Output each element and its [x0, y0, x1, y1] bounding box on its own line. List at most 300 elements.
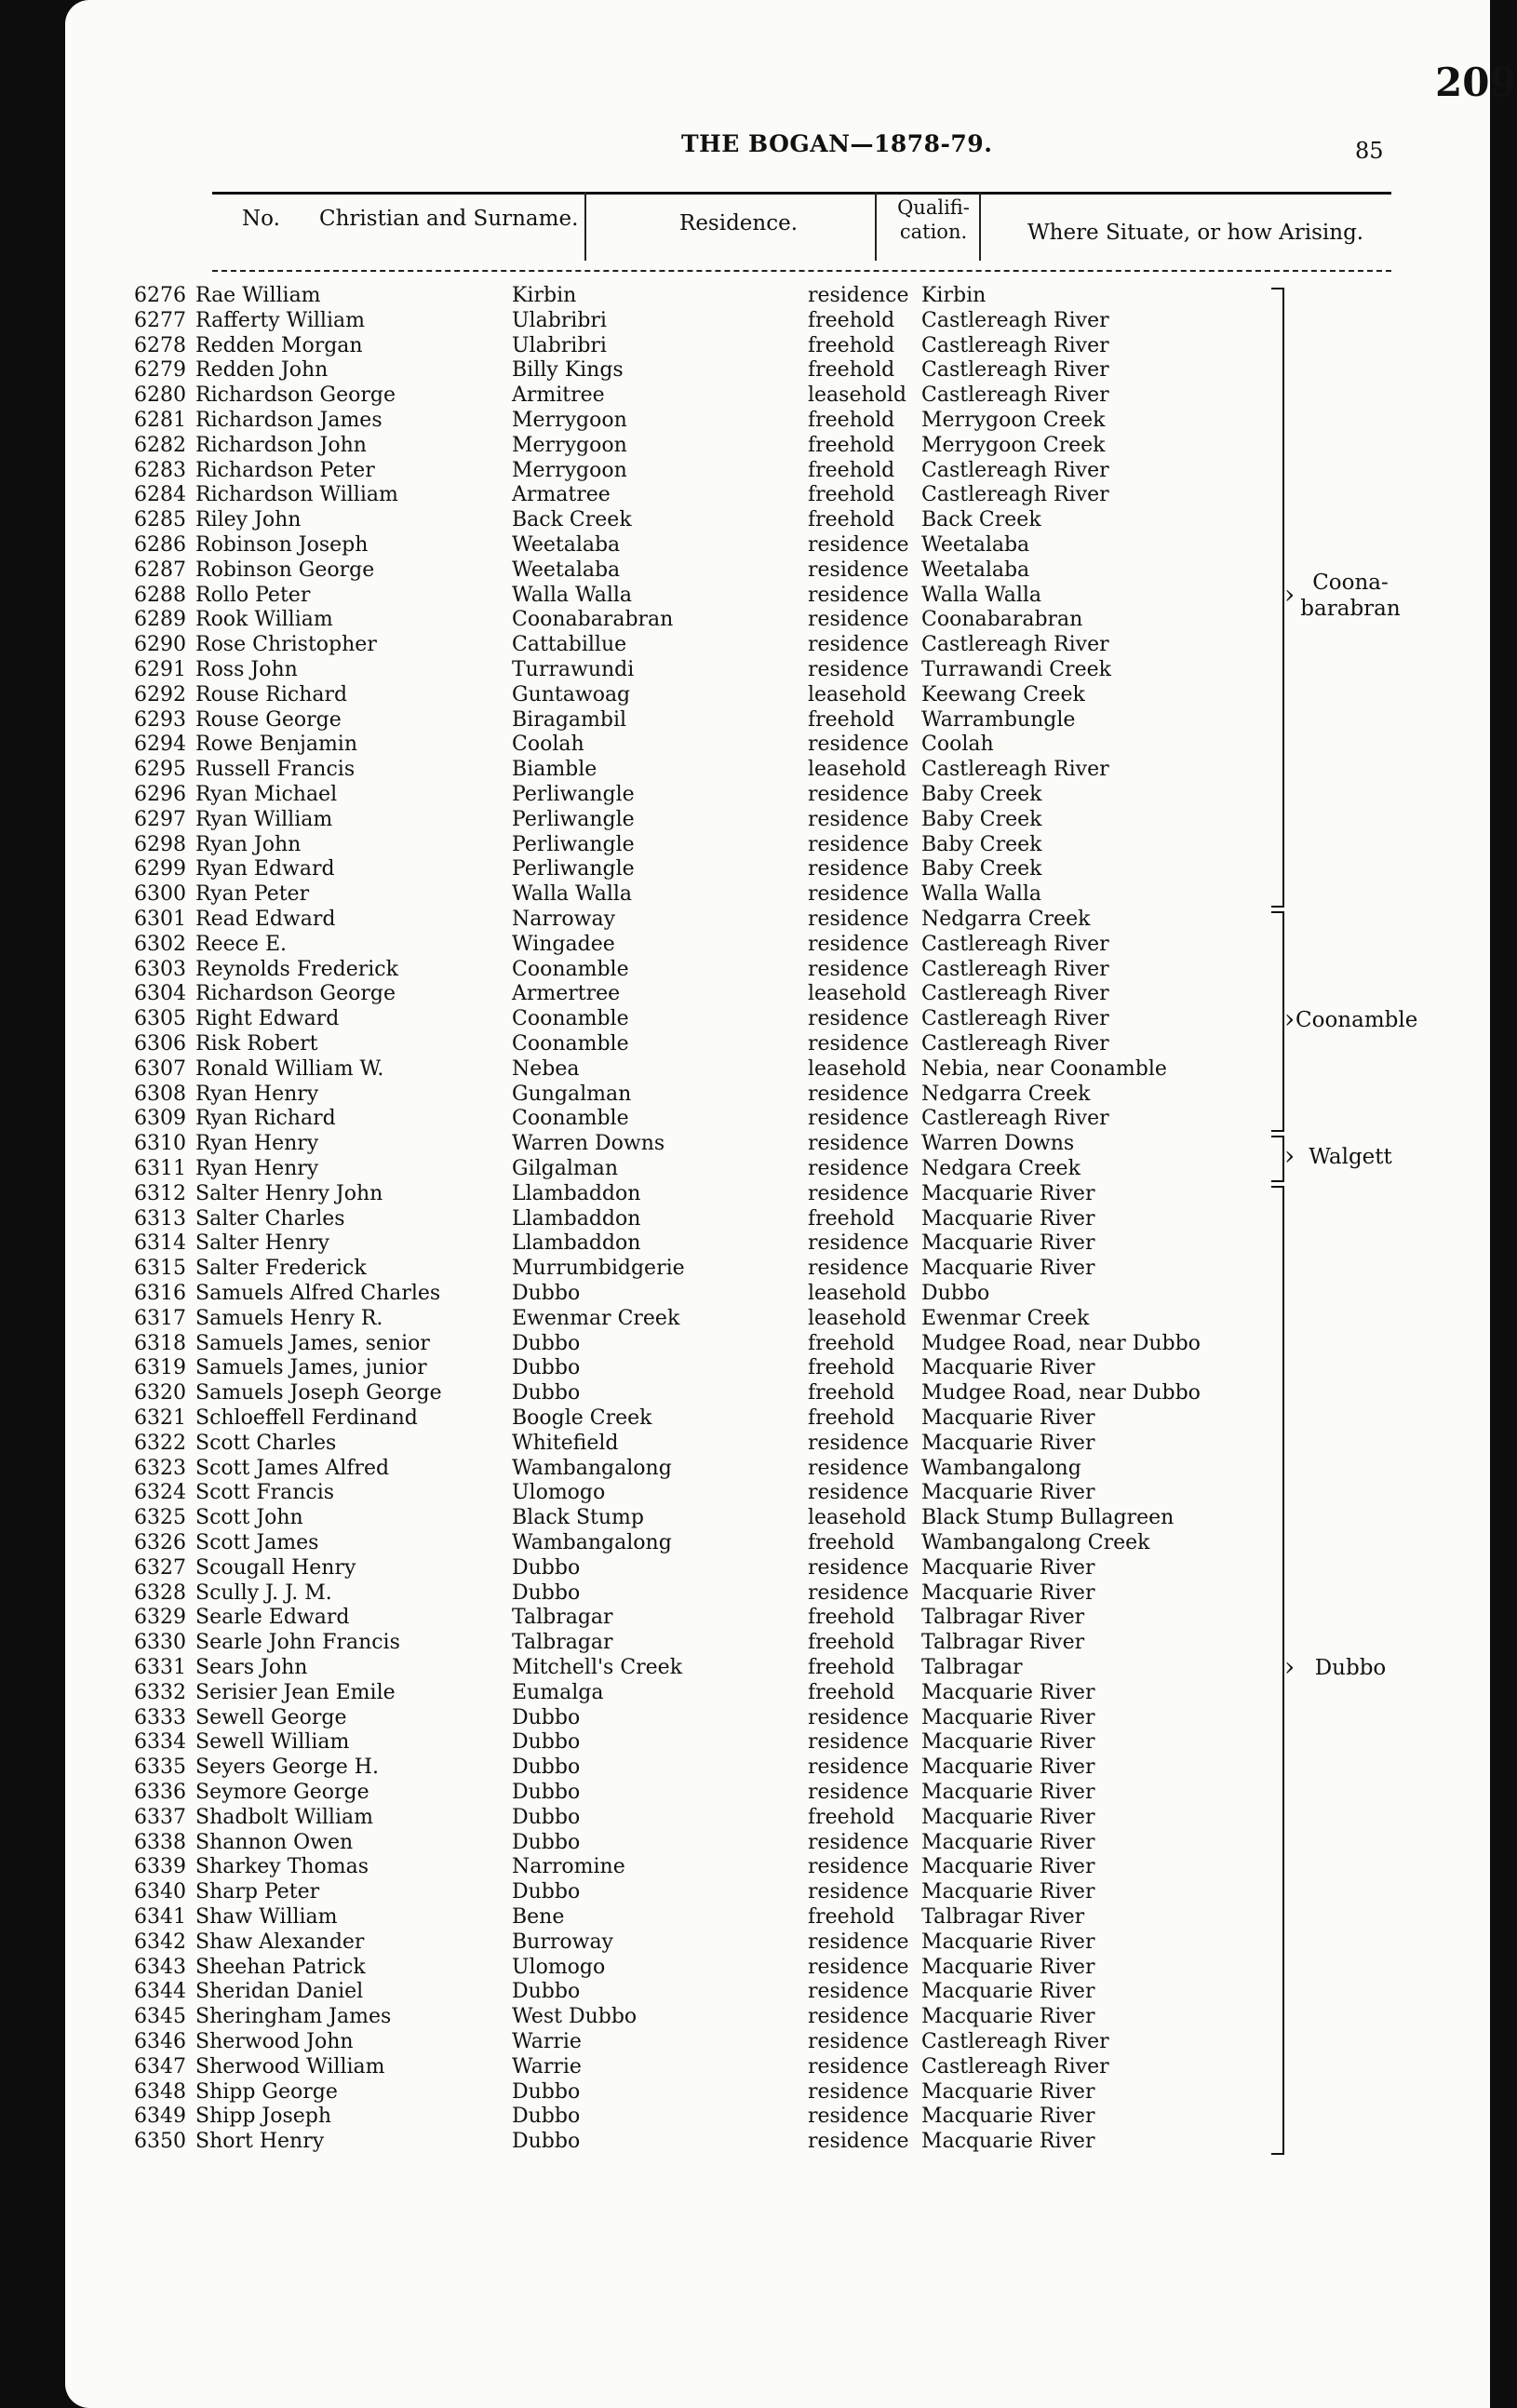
row-qualification: residence [808, 1181, 909, 1205]
row-where: Weetalaba [921, 533, 1030, 557]
row-where: Macquarie River [921, 1680, 1095, 1704]
row-name: Richardson George [195, 383, 396, 408]
row-where: Castlereagh River [921, 1032, 1109, 1056]
header-where: Where Situate, or how Arising. [1027, 221, 1364, 245]
row-name: Sears John [195, 1656, 308, 1679]
row-where: Baby Creek [921, 807, 1042, 831]
row-name: Samuels James, senior [195, 1331, 430, 1355]
row-residence: Whitefield [512, 1431, 619, 1455]
row-qualification: residence [808, 1555, 909, 1580]
header-no: No. [242, 207, 280, 231]
row-residence: Ulomogo [512, 1481, 606, 1505]
row-where: Walla Walla [921, 882, 1042, 907]
row-number: 6349 [134, 2105, 186, 2129]
row-qualification: residence [808, 633, 909, 657]
row-where: Nedgara Creek [921, 1157, 1081, 1180]
row-number: 6306 [134, 1032, 186, 1056]
row-where: Macquarie River [921, 1880, 1095, 1904]
row-qualification: leasehold [808, 1506, 907, 1530]
row-where: Nedgarra Creek [921, 908, 1091, 931]
row-number: 6322 [134, 1431, 186, 1455]
header-residence: Residence. [679, 211, 799, 235]
row-where: Macquarie River [921, 1855, 1095, 1879]
row-name: Shaw William [195, 1905, 338, 1929]
row-residence: Ulomogo [512, 1955, 606, 1979]
row-number: 6337 [134, 1805, 186, 1829]
row-number: 6280 [134, 383, 186, 408]
row-where: Castlereagh River [921, 957, 1109, 981]
row-where: Back Creek [921, 508, 1041, 532]
row-where: Talbragar River [921, 1606, 1085, 1630]
row-qualification: freehold [808, 1905, 895, 1929]
row-qualification: residence [808, 1830, 909, 1854]
row-residence: Dubbo [512, 1705, 581, 1729]
row-residence: Dubbo [512, 2079, 581, 2104]
row-name: Shannon Owen [195, 1830, 354, 1854]
row-qualification: residence [808, 1980, 909, 2004]
row-number: 6314 [134, 1231, 186, 1256]
row-qualification: freehold [808, 1206, 895, 1231]
row-where: Macquarie River [921, 1257, 1095, 1281]
row-name: Right Edward [195, 1007, 340, 1031]
brace-tip-icon: › [1284, 1002, 1295, 1034]
row-number: 6284 [134, 483, 186, 507]
row-qualification: residence [808, 957, 909, 981]
row-qualification: residence [808, 1880, 909, 1904]
row-where: Mudgee Road, near Dubbo [921, 1381, 1201, 1406]
row-where: Castlereagh River [921, 2030, 1109, 2053]
row-residence: Back Creek [512, 508, 632, 532]
row-qualification: leasehold [808, 1056, 907, 1081]
row-number: 6327 [134, 1555, 186, 1580]
row-name: Rowe Benjamin [195, 733, 358, 757]
row-qualification: leasehold [808, 982, 907, 1006]
row-qualification: residence [808, 932, 909, 956]
row-number: 6336 [134, 1781, 186, 1804]
row-qualification: residence [808, 1456, 909, 1480]
row-residence: Wingadee [512, 932, 615, 956]
row-residence: Warrie [512, 2054, 582, 2078]
header-divider [584, 192, 586, 261]
row-name: Schloeffell Ferdinand [195, 1406, 418, 1430]
row-qualification: freehold [808, 458, 895, 482]
row-number: 6316 [134, 1282, 186, 1305]
row-number: 6298 [134, 832, 186, 856]
row-name: Scott Francis [195, 1481, 335, 1505]
row-residence: Coonamble [512, 1107, 629, 1131]
row-where: Black Stump Bullagreen [921, 1506, 1175, 1530]
row-where: Baby Creek [921, 857, 1042, 881]
row-residence: Coonamble [512, 1007, 629, 1031]
row-number: 6288 [134, 583, 186, 607]
brace-tip-icon: › [1284, 579, 1295, 610]
row-where: Macquarie River [921, 1431, 1095, 1455]
row-name: Scott James Alfred [195, 1456, 390, 1480]
row-number: 6333 [134, 1705, 186, 1729]
row-residence: Warrie [512, 2030, 582, 2053]
row-name: Sheehan Patrick [195, 1955, 366, 1979]
row-residence: Ulabribri [512, 333, 607, 357]
row-number: 6343 [134, 1955, 186, 1979]
row-residence: Dubbo [512, 1282, 581, 1305]
row-name: Ronald William W. [195, 1056, 384, 1081]
row-residence: Narromine [512, 1855, 625, 1879]
row-name: Ryan Henry [195, 1132, 319, 1156]
row-where: Merrygoon Creek [921, 433, 1106, 457]
row-number: 6332 [134, 1680, 186, 1704]
row-number: 6323 [134, 1456, 186, 1480]
row-qualification: residence [808, 2054, 909, 2078]
row-qualification: residence [808, 882, 909, 907]
row-where: Merrygoon Creek [921, 409, 1106, 432]
row-residence: Talbragar [512, 1606, 613, 1630]
row-number: 6299 [134, 857, 186, 881]
row-name: Salter Henry John [195, 1181, 383, 1205]
row-where: Talbragar River [921, 1905, 1085, 1929]
running-title: THE BOGAN—1878-79. [681, 130, 993, 157]
row-where: Baby Creek [921, 832, 1042, 856]
row-name: Scott James [195, 1531, 319, 1554]
row-name: Sharkey Thomas [195, 1855, 369, 1879]
row-qualification: freehold [808, 1356, 895, 1380]
row-residence: Merrygoon [512, 433, 627, 457]
row-name: Salter Charles [195, 1206, 345, 1231]
row-qualification: residence [808, 2130, 909, 2154]
row-residence: Perliwangle [512, 807, 635, 831]
row-qualification: residence [808, 558, 909, 582]
row-residence: Dubbo [512, 1381, 581, 1406]
row-residence: Weetalaba [512, 558, 621, 582]
row-residence: Gilgalman [512, 1157, 619, 1180]
row-qualification: freehold [808, 1631, 895, 1655]
row-number: 6330 [134, 1631, 186, 1655]
row-name: Richardson George [195, 982, 396, 1006]
row-residence: Armatree [512, 483, 611, 507]
row-where: Ewenmar Creek [921, 1306, 1090, 1330]
row-residence: Perliwangle [512, 783, 635, 806]
header-top-rule [212, 192, 1391, 195]
row-residence: Burroway [512, 1930, 613, 1954]
row-qualification: residence [808, 733, 909, 757]
row-qualification: residence [808, 1581, 909, 1605]
row-name: Rouse Richard [195, 682, 348, 706]
row-qualification: residence [808, 908, 909, 931]
row-name: Shadbolt William [195, 1805, 373, 1829]
row-number: 6324 [134, 1481, 186, 1505]
row-where: Macquarie River [921, 2130, 1095, 2154]
row-name: Searle John Francis [195, 1631, 400, 1655]
row-name: Richardson Peter [195, 458, 375, 482]
row-residence: Dubbo [512, 1555, 581, 1580]
row-where: Castlereagh River [921, 358, 1109, 383]
row-where: Macquarie River [921, 1930, 1095, 1954]
row-name: Scully J. J. M. [195, 1581, 332, 1605]
row-qualification: residence [808, 533, 909, 557]
row-qualification: leasehold [808, 1306, 907, 1330]
row-number: 6278 [134, 333, 186, 357]
row-residence: Kirbin [512, 284, 577, 307]
row-qualification: residence [808, 1481, 909, 1505]
row-name: Sewell William [195, 1730, 350, 1755]
row-qualification: residence [808, 1257, 909, 1281]
row-where: Macquarie River [921, 1980, 1095, 2004]
row-residence: Weetalaba [512, 533, 621, 557]
row-qualification: freehold [808, 1606, 895, 1630]
row-number: 6350 [134, 2130, 186, 2154]
district-label: Dubbo [1314, 1656, 1387, 1681]
row-name: Richardson William [195, 483, 398, 507]
row-qualification: freehold [808, 483, 895, 507]
row-residence: Ulabribri [512, 308, 607, 332]
row-qualification: freehold [808, 707, 895, 732]
row-number: 6315 [134, 1257, 186, 1281]
row-qualification: residence [808, 1007, 909, 1031]
row-where: Macquarie River [921, 1181, 1095, 1205]
row-where: Wambangalong [921, 1456, 1081, 1480]
row-name: Reece E. [195, 932, 287, 956]
row-name: Sherwood William [195, 2054, 385, 2078]
row-name: Shaw Alexander [195, 1930, 365, 1954]
row-residence: Billy Kings [512, 358, 624, 383]
row-residence: Warren Downs [512, 1132, 665, 1156]
row-where: Castlereagh River [921, 483, 1109, 507]
district-label: Walgett [1309, 1145, 1392, 1169]
row-where: Weetalaba [921, 558, 1030, 582]
row-number: 6331 [134, 1656, 186, 1679]
row-where: Coonabarabran [921, 608, 1083, 632]
row-qualification: residence [808, 583, 909, 607]
row-name: Searle Edward [195, 1606, 350, 1630]
row-residence: Walla Walla [512, 882, 633, 907]
row-qualification: residence [808, 1955, 909, 1979]
row-residence: Dubbo [512, 1356, 581, 1380]
row-residence: Dubbo [512, 1880, 581, 1904]
row-name: Ryan John [195, 832, 302, 856]
page-number: 85 [1355, 138, 1384, 164]
row-residence: Coonamble [512, 1032, 629, 1056]
sheet-number: 209 [1435, 60, 1517, 105]
row-where: Warren Downs [921, 1132, 1075, 1156]
row-name: Sherwood John [195, 2030, 354, 2053]
row-where: Mudgee Road, near Dubbo [921, 1331, 1201, 1355]
row-residence: Black Stump [512, 1506, 644, 1530]
row-qualification: freehold [808, 358, 895, 383]
row-residence: Armitree [512, 383, 605, 408]
row-where: Macquarie River [921, 1705, 1095, 1729]
row-qualification: residence [808, 1705, 909, 1729]
row-qualification: freehold [808, 1406, 895, 1430]
row-where: Castlereagh River [921, 383, 1109, 408]
row-number: 6319 [134, 1356, 186, 1380]
row-where: Turrawandi Creek [921, 658, 1111, 681]
row-name: Rook William [195, 608, 333, 632]
row-residence: Coonabarabran [512, 608, 674, 632]
row-qualification: residence [808, 857, 909, 881]
row-where: Nebia, near Coonamble [921, 1056, 1167, 1081]
row-residence: Coolah [512, 733, 584, 757]
row-where: Kirbin [921, 284, 987, 307]
row-residence: Murrumbidgerie [512, 1257, 685, 1281]
row-qualification: freehold [808, 1531, 895, 1554]
row-residence: West Dubbo [512, 2005, 638, 2029]
row-number: 6312 [134, 1181, 186, 1205]
row-number: 6338 [134, 1830, 186, 1854]
row-name: Scott Charles [195, 1431, 337, 1455]
district-bracket [1271, 288, 1284, 908]
row-where: Castlereagh River [921, 1007, 1109, 1031]
row-number: 6348 [134, 2079, 186, 2104]
row-number: 6277 [134, 308, 186, 332]
row-name: Seymore George [195, 1781, 369, 1804]
row-qualification: residence [808, 2005, 909, 2029]
row-residence: Dubbo [512, 2105, 581, 2129]
row-qualification: residence [808, 658, 909, 681]
district-label: Coonamble [1295, 1007, 1418, 1032]
row-number: 6309 [134, 1107, 186, 1131]
row-where: Walla Walla [921, 583, 1042, 607]
row-where: Talbragar [921, 1656, 1023, 1679]
row-qualification: residence [808, 284, 909, 307]
row-qualification: residence [808, 807, 909, 831]
row-qualification: residence [808, 1231, 909, 1256]
row-name: Redden Morgan [195, 333, 363, 357]
row-residence: Dubbo [512, 1781, 581, 1804]
row-number: 6305 [134, 1007, 186, 1031]
row-qualification: residence [808, 1431, 909, 1455]
row-residence: Coonamble [512, 957, 629, 981]
row-number: 6325 [134, 1506, 186, 1530]
row-residence: Llambaddon [512, 1206, 641, 1231]
row-number: 6347 [134, 2054, 186, 2078]
row-where: Castlereagh River [921, 1107, 1109, 1131]
row-where: Castlereagh River [921, 458, 1109, 482]
row-where: Macquarie River [921, 1730, 1095, 1755]
header-bottom-rule [212, 270, 1391, 273]
row-where: Nedgarra Creek [921, 1082, 1091, 1106]
row-number: 6279 [134, 358, 186, 383]
row-name: Richardson James [195, 409, 383, 432]
row-number: 6308 [134, 1082, 186, 1106]
row-residence: Boogle Creek [512, 1406, 652, 1430]
row-residence: Biamble [512, 758, 597, 782]
row-name: Risk Robert [195, 1032, 318, 1056]
row-number: 6311 [134, 1157, 186, 1180]
row-name: Ryan Edward [195, 857, 335, 881]
row-residence: Narroway [512, 908, 616, 931]
row-qualification: freehold [808, 409, 895, 432]
row-name: Rouse George [195, 707, 342, 732]
row-name: Short Henry [195, 2130, 325, 2154]
row-qualification: freehold [808, 508, 895, 532]
row-number: 6318 [134, 1331, 186, 1355]
row-where: Macquarie River [921, 2005, 1095, 2029]
row-name: Rose Christopher [195, 633, 377, 657]
row-number: 6317 [134, 1306, 186, 1330]
row-qualification: freehold [808, 333, 895, 357]
row-number: 6282 [134, 433, 186, 457]
row-residence: Llambaddon [512, 1181, 641, 1205]
row-residence: Perliwangle [512, 832, 635, 856]
row-qualification: residence [808, 2030, 909, 2053]
row-where: Keewang Creek [921, 682, 1085, 706]
row-where: Castlereagh River [921, 2054, 1109, 2078]
row-name: Ryan Michael [195, 783, 338, 806]
row-residence: Merrygoon [512, 409, 627, 432]
row-number: 6289 [134, 608, 186, 632]
row-name: Samuels Henry R. [195, 1306, 383, 1330]
row-number: 6313 [134, 1206, 186, 1231]
row-number: 6291 [134, 658, 186, 681]
row-name: Ryan Richard [195, 1107, 336, 1131]
row-residence: Turrawundi [512, 658, 635, 681]
row-qualification: freehold [808, 1805, 895, 1829]
row-qualification: freehold [808, 308, 895, 332]
row-residence: Eumalga [512, 1680, 604, 1704]
row-residence: Perliwangle [512, 857, 635, 881]
row-name: Ross John [195, 658, 298, 681]
row-qualification: residence [808, 1730, 909, 1755]
row-name: Sheridan Daniel [195, 1980, 364, 2004]
row-where: Wambangalong Creek [921, 1531, 1150, 1554]
row-number: 6310 [134, 1132, 186, 1156]
row-residence: Dubbo [512, 2130, 581, 2154]
row-name: Shipp Joseph [195, 2105, 332, 2129]
row-qualification: leasehold [808, 682, 907, 706]
row-where: Macquarie River [921, 1406, 1095, 1430]
row-where: Talbragar River [921, 1631, 1085, 1655]
row-qualification: residence [808, 608, 909, 632]
row-name: Ryan Henry [195, 1157, 319, 1180]
row-residence: Dubbo [512, 1581, 581, 1605]
row-number: 6345 [134, 2005, 186, 2029]
row-number: 6335 [134, 1756, 186, 1780]
row-where: Dubbo [921, 1282, 990, 1305]
row-number: 6290 [134, 633, 186, 657]
row-number: 6283 [134, 458, 186, 482]
row-where: Macquarie River [921, 1555, 1095, 1580]
brace-tip-icon: › [1284, 1651, 1295, 1683]
row-number: 6297 [134, 807, 186, 831]
row-name: Russell Francis [195, 758, 356, 782]
district-label: Coona- barabran [1300, 571, 1401, 621]
row-name: Robinson Joseph [195, 533, 369, 557]
row-number: 6302 [134, 932, 186, 956]
row-where: Macquarie River [921, 1830, 1095, 1854]
row-where: Castlereagh River [921, 758, 1109, 782]
row-where: Macquarie River [921, 1356, 1095, 1380]
row-qualification: residence [808, 1781, 909, 1804]
district-bracket [1271, 911, 1284, 1132]
row-where: Macquarie River [921, 1756, 1095, 1780]
row-where: Macquarie River [921, 1955, 1095, 1979]
row-number: 6296 [134, 783, 186, 806]
row-number: 6320 [134, 1381, 186, 1406]
row-number: 6334 [134, 1730, 186, 1755]
row-residence: Gungalman [512, 1082, 632, 1106]
row-qualification: residence [808, 783, 909, 806]
row-where: Macquarie River [921, 1206, 1095, 1231]
row-number: 6276 [134, 284, 186, 307]
row-qualification: residence [808, 1756, 909, 1780]
row-name: Ryan Henry [195, 1082, 319, 1106]
row-name: Salter Frederick [195, 1257, 367, 1281]
row-where: Baby Creek [921, 783, 1042, 806]
row-name: Sheringham James [195, 2005, 392, 2029]
row-qualification: leasehold [808, 758, 907, 782]
row-where: Macquarie River [921, 1481, 1095, 1505]
row-residence: Bene [512, 1905, 565, 1929]
row-where: Macquarie River [921, 2079, 1095, 2104]
